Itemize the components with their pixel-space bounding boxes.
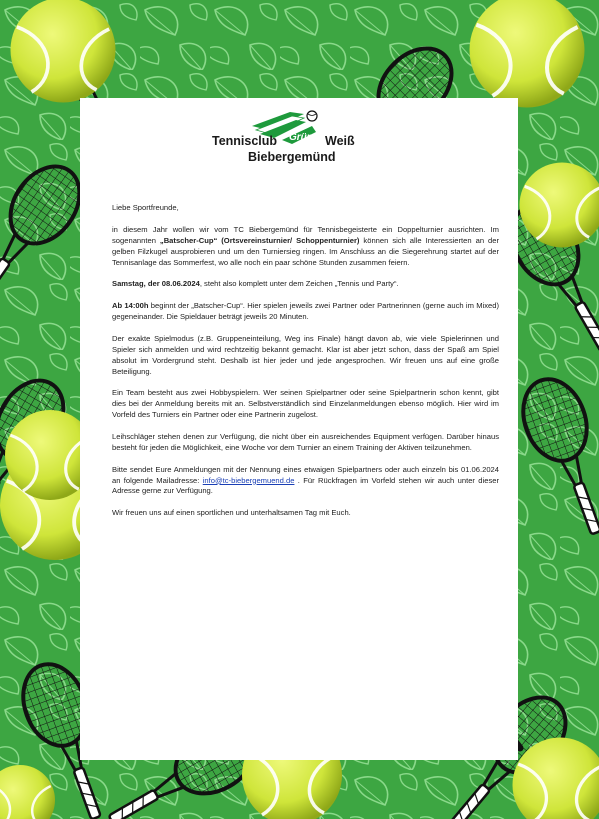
club-name-green: Grün — [289, 132, 313, 143]
paragraph-date: Samstag, der 08.06.2024, steht also komplett unter dem Zeichen „Tennis und Party“. — [112, 279, 399, 289]
club-place: Biebergemünd — [248, 150, 336, 164]
paragraph-mode: Der exakte Spielmodus (z.B. Gruppeneinteilung, Weg ins Finale) hängt davon ab, wie viele Spielerinnen und Spieler sich anmelden und wird rechtzeitig bekannt gemacht. Klar ist aber jetzt schon, dass der Spaß am Spiel absolut im Vordergrund steht. Deshalb ist hier jeder und jede angesprochen. Wir freuen uns auf eine große Beteiligung. — [112, 333, 499, 376]
paragraph-team: Ein Team besteht aus zwei Hobbyspielern. Wer seinen Spielpartner oder seine Spielpartnerin schon kennt, gibt dies bei der Anmeldung bereits mit an. Selbstverständlich sind Einzelanmeldungen ebenso möglich. Hier wird im Vorfeld des Turniers ein Partner oder eine Partnerin zugelost. — [112, 388, 499, 420]
letter-card — [80, 98, 518, 760]
salutation: Liebe Sportfreunde, — [112, 203, 179, 212]
letter-body — [112, 203, 499, 530]
paragraph-closing: Wir freuen uns auf einen sportlichen und unterhaltsamen Tag mit Euch. — [112, 508, 351, 518]
paragraph-intro: in diesem Jahr wollen wir vom TC Biebergemünd für Tennisbegeisterte ein Doppelturnier ausrichten. Im sogenannten „Batscher-Cup“ (Ortsvereinsturnier/ Schoppenturnier) können sich alle Interessierten an der gelben Filzkugel ausprobieren und um den Turniersieg ringen. Im Anschluss an die Siegerehrung startet auf der Tennisanlage das Sommerfest, wo alle noch ein paar schöne Stunden zusammen feiern. — [112, 224, 499, 267]
paragraph-start-time: Ab 14:00h beginnt der „Batscher-Cup“. Hier spielen jeweils zwei Partner oder Partnerinnen (gerne auch im Mixed) gegeneinander. Die Spieldauer beträgt jeweils 20 Minuten. — [112, 301, 499, 322]
paragraph-registration: Bitte sendet Eure Anmeldungen mit der Nennung eines etwaigen Spielpartners oder auch einzeln bis 01.06.2024 an folgende Mailadresse: info@tc-biebergemuend.de . Für Rückfragen im Vorfeld stehen wir auch unter dieser Adresse gerne zur Verfügung. — [112, 464, 499, 496]
club-logo — [212, 110, 452, 170]
club-name-part1: Tennisclub — [212, 134, 278, 148]
email-link[interactable]: info@tc-biebergemuend.de — [202, 475, 295, 485]
paragraph-equipment: Leihschläger stehen denen zur Verfügung, die nicht über ein ausreichendes Equipment verfügen. Darüber hinaus besteht für jeden die Möglichkeit, eine Woche vor dem Turnier an einem Training der Aktiven teilzunehmen. — [112, 431, 499, 452]
club-name-part2: Weiß — [325, 134, 355, 148]
